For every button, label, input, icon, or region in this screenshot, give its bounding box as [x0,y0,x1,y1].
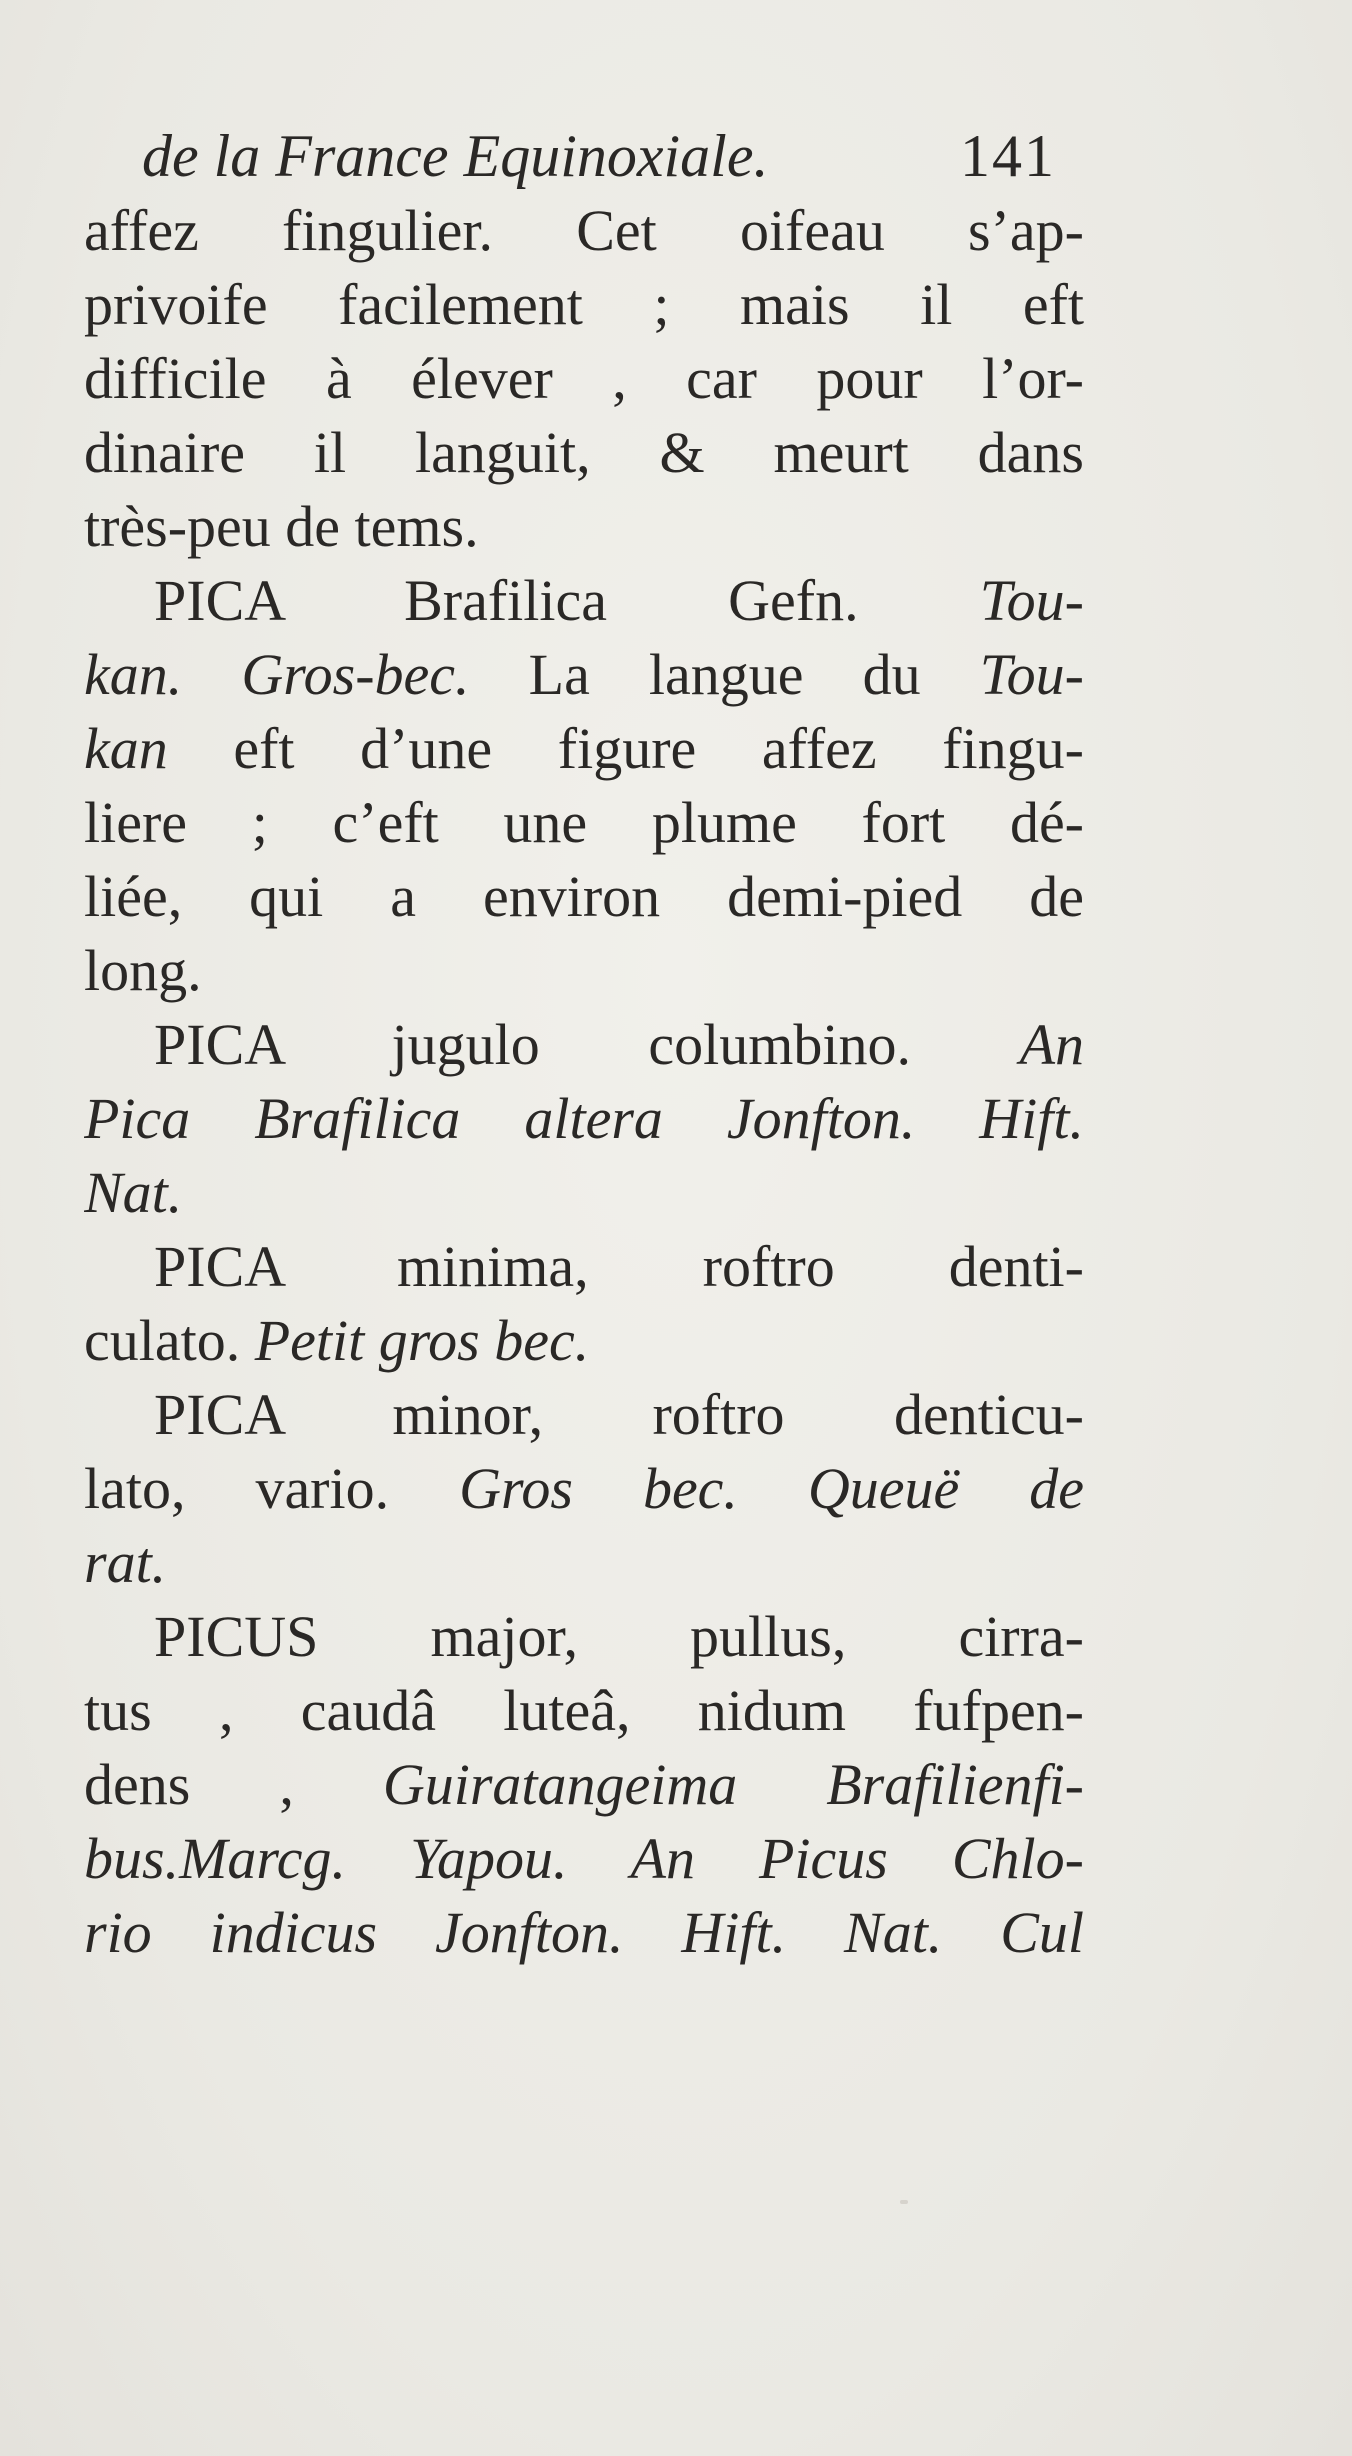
text-line [84,1674,1084,1748]
page-number: 141 [960,123,1056,189]
paper-mark [900,2200,908,2204]
roman-text: PICA jugulo columbino. [154,1012,1020,1077]
italic-text: Pica Brafilica altera Jonfton. Hift. [84,1086,1084,1151]
text-line [84,1452,1084,1526]
italic-text: Tou- [979,568,1084,633]
roman-text: très-peu de tems. [84,494,479,559]
roman-text: PICA minima, roftro denti- [154,1234,1084,1299]
page-header [84,118,1084,194]
roman-text: privoife facilement ; mais il eft [84,272,1084,337]
text-line [84,1526,1084,1600]
text-line [84,1896,1084,1970]
text-line [84,860,1084,934]
text-line [84,1304,1084,1378]
roman-text: affez fingulier. Cet oifeau s’ap- [84,198,1084,263]
text-line [84,1748,1084,1822]
text-line [84,490,1084,564]
text-line [84,416,1084,490]
italic-text: An [1019,1012,1084,1077]
text-line [84,1082,1084,1156]
running-head: de la France Equinoxiale. [142,123,769,189]
text-line [84,1156,1084,1230]
text-line [84,1600,1084,1674]
italic-text: rio indicus Jonfton. Hift. Nat. Cul [84,1900,1084,1965]
text-line [84,194,1084,268]
text-line [84,564,1084,638]
italic-text: Nat. [84,1160,183,1225]
text-line [84,342,1084,416]
roman-text: dinaire il languit, & meurt dans [84,420,1084,485]
text-block [84,118,1084,1970]
roman-text: difficile à élever , car pour l’or- [84,346,1084,411]
text-line [84,1378,1084,1452]
roman-text: eft d’une figure affez fingu- [167,716,1084,781]
roman-text: long. [84,938,202,1003]
italic-text: bus.Marcg. Yapou. An Picus Chlo- [84,1826,1084,1891]
text-line [84,1230,1084,1304]
roman-text: PICA minor, roftro denticu- [154,1382,1084,1447]
italic-text: Gros bec. Queuë de [459,1456,1084,1521]
roman-text: La langue du [469,642,980,707]
roman-text: PICUS major, pullus, cirra- [154,1604,1084,1669]
roman-text: liée, qui a environ demi-pied de [84,864,1084,929]
text-line [84,268,1084,342]
roman-text: dens , [84,1752,383,1817]
roman-text: lato, vario. [84,1456,460,1521]
text-line [84,638,1084,712]
italic-text: kan [84,716,168,781]
text-line [84,1822,1084,1896]
text-line [84,786,1084,860]
text-line [84,1008,1084,1082]
italic-text: rat. [84,1530,167,1595]
italic-text: kan. Gros-bec. [84,642,470,707]
text-line [84,712,1084,786]
roman-text: PICA Brafilica Gefn. [154,568,980,633]
roman-text: tus , caudâ luteâ, nidum fufpen- [84,1678,1084,1743]
italic-text: Tou- [979,642,1084,707]
italic-text: Guiratangeima Brafilienfi- [382,1752,1084,1817]
roman-text: liere ; c’eft une plume fort dé- [84,790,1084,855]
italic-text: Petit gros bec. [254,1308,590,1373]
roman-text: culato. [84,1308,255,1373]
text-line [84,934,1084,1008]
